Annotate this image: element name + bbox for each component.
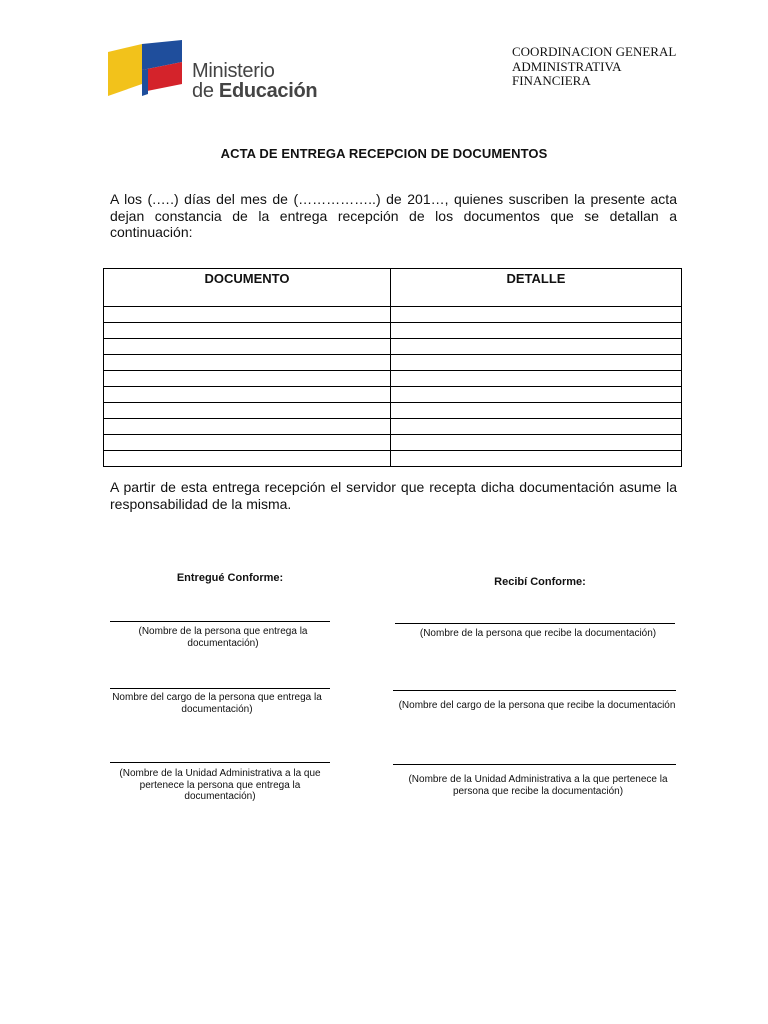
coordination-line: FINANCIERA xyxy=(512,73,591,88)
documento-cell xyxy=(104,355,391,371)
right-unidad-signature-line xyxy=(393,764,676,765)
documento-cell xyxy=(104,435,391,451)
column-header-detalle: DETALLE xyxy=(391,269,682,307)
right-signature-heading: Recibí Conforme: xyxy=(494,576,586,588)
left-signature-heading: Entregué Conforme: xyxy=(176,572,284,584)
table-row xyxy=(104,323,682,339)
detalle-cell xyxy=(391,451,682,467)
intro-paragraph: A los (.….) días del mes de (……………..) de 201…, quienes suscriben la presente acta dejan constancia de la entrega recepción de los documentos que se detallan a continuación: xyxy=(110,191,677,240)
right-name-signature-line xyxy=(395,623,675,624)
table-body xyxy=(104,307,682,467)
documento-cell xyxy=(104,387,391,403)
right-name-caption: (Nombre de la persona que recibe la documentación) xyxy=(419,628,657,639)
table-row xyxy=(104,355,682,371)
documento-cell xyxy=(104,371,391,387)
column-header-documento: DOCUMENTO xyxy=(104,269,391,307)
documento-cell xyxy=(104,419,391,435)
document-title: ACTA DE ENTREGA RECEPCION DE DOCUMENTOS xyxy=(220,146,548,161)
table-header-row xyxy=(104,269,682,307)
documento-cell xyxy=(104,323,391,339)
coordination-line: COORDINACION GENERAL xyxy=(512,44,677,59)
table-row xyxy=(104,419,682,435)
table-row xyxy=(104,339,682,355)
table-row xyxy=(104,387,682,403)
documents-table xyxy=(103,268,682,467)
detalle-cell xyxy=(391,307,682,323)
left-unidad-signature-line xyxy=(110,762,330,763)
left-unidad-caption: (Nombre de la Unidad Administrativa a la que pertenece la persona que entrega la documentación) xyxy=(119,768,321,802)
detalle-cell xyxy=(391,339,682,355)
logo-text-line1: Ministerio xyxy=(192,60,275,82)
coordination-header xyxy=(512,45,676,89)
documento-cell xyxy=(104,403,391,419)
flag-emblem-icon xyxy=(108,40,188,102)
right-cargo-caption: (Nombre del cargo de la persona que recibe la documentación xyxy=(398,700,676,711)
right-cargo-signature-line xyxy=(393,690,676,691)
detalle-cell xyxy=(391,435,682,451)
table-row xyxy=(104,307,682,323)
left-cargo-signature-line xyxy=(110,688,330,689)
table-row xyxy=(104,451,682,467)
table-row xyxy=(104,403,682,419)
detalle-cell xyxy=(391,403,682,419)
right-unidad-caption: (Nombre de la Unidad Administrativa a la que pertenece la persona que recibe la documentación) xyxy=(408,774,668,797)
left-name-signature-line xyxy=(110,621,330,622)
detalle-cell xyxy=(391,371,682,387)
left-cargo-caption: Nombre del cargo de la persona que entrega la documentación) xyxy=(112,692,322,715)
detalle-cell xyxy=(391,355,682,371)
logo-text-line2: de Educación xyxy=(192,80,318,102)
detalle-cell xyxy=(391,387,682,403)
closing-paragraph: A partir de esta entrega recepción el servidor que recepta dicha documentación asume la responsabilidad de la misma. xyxy=(110,479,677,512)
table-row xyxy=(104,435,682,451)
documento-cell xyxy=(104,451,391,467)
ministerio-educacion-logo xyxy=(108,40,318,104)
detalle-cell xyxy=(391,419,682,435)
documento-cell xyxy=(104,307,391,323)
left-name-caption: (Nombre de la persona que entrega la documentación) xyxy=(138,626,308,649)
documento-cell xyxy=(104,339,391,355)
coordination-line: ADMINISTRATIVA xyxy=(512,58,622,74)
table-row xyxy=(104,371,682,387)
detalle-cell xyxy=(391,323,682,339)
